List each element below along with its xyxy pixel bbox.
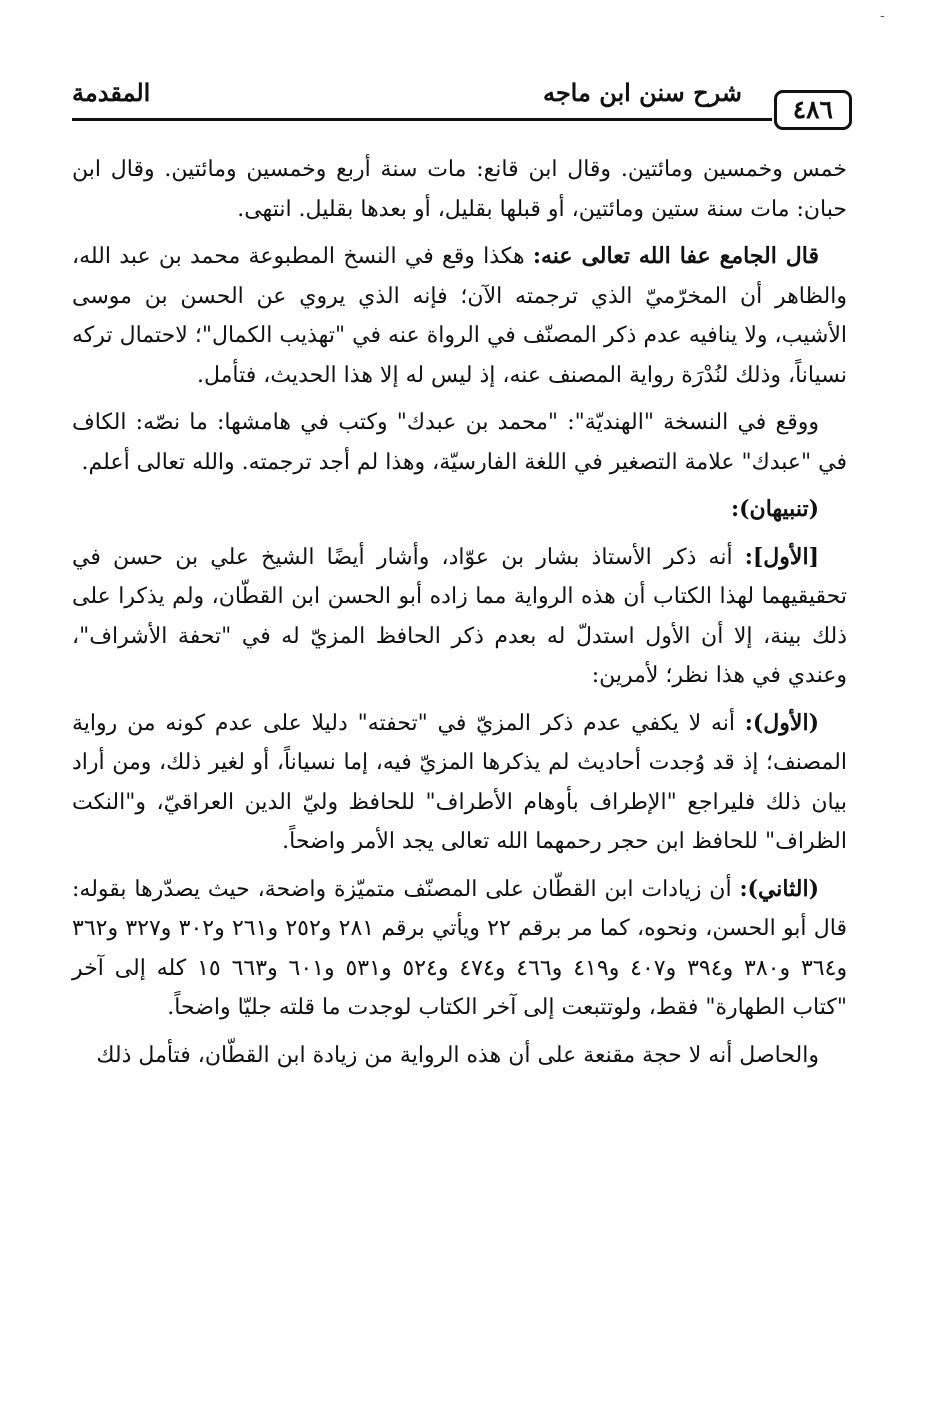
paragraph-lead: (الأول): <box>744 709 819 736</box>
paragraph-3: ووقع في النسخة "الهنديّة": "محمد بن عبدك" وكتب في هامشها: ما نصّه: الكاف في "عبدك" علامة التصغير في اللغة الفارسيّة، وهذا لم أجد ترجمته. والله تعالى أعلم. <box>72 410 847 475</box>
paragraph-lead: [الأول]: <box>744 543 819 570</box>
paragraph-4 <box>72 490 847 530</box>
page-header <box>72 78 852 122</box>
paragraph-5: [الأول]: أنه ذكر الأستاذ بشار بن عوّاد، وأشار أيضًا الشيخ علي بن حسن في تحقيقيهما لهذا الكتاب أن هذه الرواية مما زاده أبو الحسن ابن القطّان، ولم يذكرا على ذلك بينة، إلا أن الأول استدلّ له بعدم ذكر الحافظ المزيّ له في "تحفة الأشراف"، وعندي في هذا نظر؛ لأمرين: <box>72 543 847 688</box>
paragraph-1: خمس وخمسين ومائتين. وقال ابن قانع: مات سنة أربع وخمسين ومائتين. وقال ابن حبان: مات سنة ستين ومائتين، أو قبلها بقليل، أو بعدها بقليل. انتهى. <box>72 157 847 222</box>
paragraph-lead: قال الجامع عفا الله تعالى عنه: <box>532 243 819 269</box>
paragraph-8: والحاصل أنه لا حجة مقنعة على أن هذه الرواية من زيادة ابن القطّان، فتأمل ذلك <box>96 1042 819 1068</box>
paragraph-6: (الأول): أنه لا يكفي عدم ذكر المزيّ في "تحفته" دليلا على عدم كونه من رواية المصنف؛ إذ قد وُجدت أحاديث لم يذكرها المزيّ فيه، إما نسياناً، أو لغير ذلك، ومن أراد بيان ذلك فليراجع "الإطراف بأوهام الأطراف" للحافظ وليّ الدين العراقيّ، و"النكت الظراف" للحافظ ابن حجر رحمهما الله تعالى يجد الأمر واضحاً. <box>72 709 847 854</box>
main-text <box>72 150 847 1083</box>
paragraph-lead: (تنبيهان): <box>731 496 819 522</box>
header-rule <box>72 118 772 121</box>
paragraph-lead: (الثاني): <box>739 875 819 902</box>
book-title: شرح سنن ابن ماجه <box>542 78 742 107</box>
section-title: المقدمة <box>72 78 151 107</box>
paragraph-2: قال الجامع عفا الله تعالى عنه: هكذا وقع في النسخ المطبوعة محمد بن عبد الله، والظاهر أن المخرّميّ الذي ترجمته الآن؛ فإنه الذي يروي عن الحسن بن موسى الأشيب، ولا ينافيه عدم ذكر المصنّف في الرواة عنه في "تهذيب الكمال"؛ لاحتمال تركه نسياناً، وذلك لنُدْرَة رواية المصنف عنه، إذ ليس له إلا هذا الحديث، فتأمل. <box>72 243 847 388</box>
paragraph-7: (الثاني): أن زيادات ابن القطّان على المصنّف متميّزة واضحة، حيث يصدّرها بقوله: قال أبو الحسن، ونحوه، كما مر برقم ٢٢ ويأتي برقم ٢٨١ و٢٥٢ و٢٦١ و٣٠٢ و٣٢٧ و٣٦٢ و٣٦٤ و٣٨٠ و٣٩٤ و٤٠٧ و٤١٩ و٤٦٦ و٤٧٤ و٥٢٤ و٥٣١ و٦٠١ و٦٦٣ ١٥ كله إلى آخر "كتاب الطهارة" فقط، ولوتتبعت إلى آخر الكتاب لوجدت ما قلته جليّا واضحاً. <box>72 875 848 1020</box>
page-number: ٤٨٦ <box>774 90 852 130</box>
scan-mark: - <box>880 8 885 24</box>
